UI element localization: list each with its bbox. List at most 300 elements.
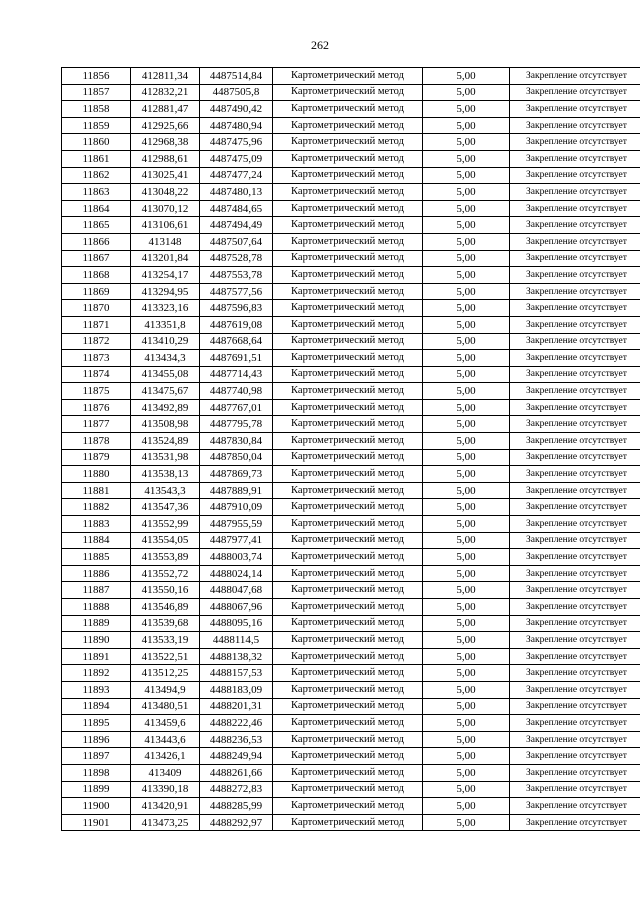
- precision-cell: 5,00: [423, 814, 510, 831]
- precision-cell: 5,00: [423, 549, 510, 566]
- precision-cell: 5,00: [423, 798, 510, 815]
- table-row: [62, 549, 640, 566]
- x-coordinate-cell: 413475,67: [131, 383, 200, 400]
- method-cell: Картометрический метод: [273, 333, 423, 350]
- precision-cell: 5,00: [423, 283, 510, 300]
- point-number-cell: 11883: [62, 516, 131, 533]
- method-cell: Картометрический метод: [273, 748, 423, 765]
- method-cell: Картометрический метод: [273, 233, 423, 250]
- point-number-cell: 11901: [62, 814, 131, 831]
- y-coordinate-cell: 4487955,59: [200, 516, 273, 533]
- table-row: [62, 798, 640, 815]
- table-row: [62, 134, 640, 151]
- table-row: [62, 482, 640, 499]
- method-cell: Картометрический метод: [273, 798, 423, 815]
- fixation-description-cell: Закрепление отсутствует: [510, 748, 640, 765]
- y-coordinate-cell: 4488047,68: [200, 582, 273, 599]
- fixation-description-cell: Закрепление отсутствует: [510, 350, 640, 367]
- coordinates-table: [61, 67, 640, 831]
- x-coordinate-cell: 413410,29: [131, 333, 200, 350]
- method-cell: Картометрический метод: [273, 715, 423, 732]
- table-row: [62, 101, 640, 118]
- table-row: [62, 781, 640, 798]
- point-number-cell: 11868: [62, 267, 131, 284]
- table-row: [62, 516, 640, 533]
- fixation-description-cell: Закрепление отсутствует: [510, 615, 640, 632]
- method-cell: Картометрический метод: [273, 599, 423, 616]
- table-row: [62, 184, 640, 201]
- table-row: [62, 615, 640, 632]
- point-number-cell: 11899: [62, 781, 131, 798]
- table-row: [62, 632, 640, 649]
- point-number-cell: 11856: [62, 68, 131, 85]
- y-coordinate-cell: 4487889,91: [200, 482, 273, 499]
- y-coordinate-cell: 4487514,84: [200, 68, 273, 85]
- fixation-description-cell: Закрепление отсутствует: [510, 383, 640, 400]
- method-cell: Картометрический метод: [273, 267, 423, 284]
- x-coordinate-cell: 413106,61: [131, 217, 200, 234]
- precision-cell: 5,00: [423, 665, 510, 682]
- x-coordinate-cell: 413390,18: [131, 781, 200, 798]
- table-row: [62, 466, 640, 483]
- table-row: [62, 731, 640, 748]
- point-number-cell: 11881: [62, 482, 131, 499]
- x-coordinate-cell: 412811,34: [131, 68, 200, 85]
- x-coordinate-cell: 413550,16: [131, 582, 200, 599]
- table-row: [62, 68, 640, 85]
- precision-cell: 5,00: [423, 267, 510, 284]
- y-coordinate-cell: 4488249,94: [200, 748, 273, 765]
- x-coordinate-cell: 412988,61: [131, 150, 200, 167]
- point-number-cell: 11876: [62, 399, 131, 416]
- fixation-description-cell: Закрепление отсутствует: [510, 565, 640, 582]
- method-cell: Картометрический метод: [273, 499, 423, 516]
- precision-cell: 5,00: [423, 366, 510, 383]
- fixation-description-cell: Закрепление отсутствует: [510, 814, 640, 831]
- y-coordinate-cell: 4488067,96: [200, 599, 273, 616]
- method-cell: Картометрический метод: [273, 383, 423, 400]
- y-coordinate-cell: 4487767,01: [200, 399, 273, 416]
- precision-cell: 5,00: [423, 84, 510, 101]
- point-number-cell: 11893: [62, 681, 131, 698]
- x-coordinate-cell: 413420,91: [131, 798, 200, 815]
- precision-cell: 5,00: [423, 764, 510, 781]
- y-coordinate-cell: 4487668,64: [200, 333, 273, 350]
- x-coordinate-cell: 413543,3: [131, 482, 200, 499]
- x-coordinate-cell: 413473,25: [131, 814, 200, 831]
- x-coordinate-cell: 413294,95: [131, 283, 200, 300]
- fixation-description-cell: Закрепление отсутствует: [510, 449, 640, 466]
- precision-cell: 5,00: [423, 499, 510, 516]
- precision-cell: 5,00: [423, 184, 510, 201]
- table-row: [62, 648, 640, 665]
- y-coordinate-cell: 4487475,09: [200, 150, 273, 167]
- method-cell: Картометрический метод: [273, 632, 423, 649]
- y-coordinate-cell: 4487795,78: [200, 416, 273, 433]
- table-row: [62, 582, 640, 599]
- y-coordinate-cell: 4488222,46: [200, 715, 273, 732]
- fixation-description-cell: Закрепление отсутствует: [510, 250, 640, 267]
- precision-cell: 5,00: [423, 449, 510, 466]
- y-coordinate-cell: 4488114,5: [200, 632, 273, 649]
- x-coordinate-cell: 413512,25: [131, 665, 200, 682]
- method-cell: Картометрический метод: [273, 68, 423, 85]
- method-cell: Картометрический метод: [273, 167, 423, 184]
- fixation-description-cell: Закрепление отсутствует: [510, 300, 640, 317]
- point-number-cell: 11887: [62, 582, 131, 599]
- fixation-description-cell: Закрепление отсутствует: [510, 283, 640, 300]
- fixation-description-cell: Закрепление отсутствует: [510, 200, 640, 217]
- y-coordinate-cell: 4488138,32: [200, 648, 273, 665]
- fixation-description-cell: Закрепление отсутствует: [510, 499, 640, 516]
- precision-cell: 5,00: [423, 68, 510, 85]
- x-coordinate-cell: 412832,21: [131, 84, 200, 101]
- point-number-cell: 11898: [62, 764, 131, 781]
- fixation-description-cell: Закрепление отсутствует: [510, 798, 640, 815]
- fixation-description-cell: Закрепление отсутствует: [510, 150, 640, 167]
- method-cell: Картометрический метод: [273, 532, 423, 549]
- method-cell: Картометрический метод: [273, 300, 423, 317]
- method-cell: Картометрический метод: [273, 350, 423, 367]
- method-cell: Картометрический метод: [273, 582, 423, 599]
- precision-cell: 5,00: [423, 150, 510, 167]
- y-coordinate-cell: 4487830,84: [200, 433, 273, 450]
- precision-cell: 5,00: [423, 482, 510, 499]
- table-row: [62, 433, 640, 450]
- fixation-description-cell: Закрепление отсутствует: [510, 516, 640, 533]
- method-cell: Картометрический метод: [273, 648, 423, 665]
- precision-cell: 5,00: [423, 101, 510, 118]
- precision-cell: 5,00: [423, 350, 510, 367]
- y-coordinate-cell: 4488236,53: [200, 731, 273, 748]
- fixation-description-cell: Закрепление отсутствует: [510, 715, 640, 732]
- x-coordinate-cell: 413480,51: [131, 698, 200, 715]
- y-coordinate-cell: 4487480,94: [200, 117, 273, 134]
- y-coordinate-cell: 4487507,64: [200, 233, 273, 250]
- x-coordinate-cell: 413538,13: [131, 466, 200, 483]
- table-row: [62, 599, 640, 616]
- method-cell: Картометрический метод: [273, 482, 423, 499]
- point-number-cell: 11861: [62, 150, 131, 167]
- x-coordinate-cell: 413455,08: [131, 366, 200, 383]
- fixation-description-cell: Закрепление отсутствует: [510, 632, 640, 649]
- point-number-cell: 11885: [62, 549, 131, 566]
- x-coordinate-cell: 413494,9: [131, 681, 200, 698]
- precision-cell: 5,00: [423, 681, 510, 698]
- method-cell: Картометрический метод: [273, 549, 423, 566]
- fixation-description-cell: Закрепление отсутствует: [510, 217, 640, 234]
- point-number-cell: 11875: [62, 383, 131, 400]
- point-number-cell: 11858: [62, 101, 131, 118]
- fixation-description-cell: Закрепление отсутствует: [510, 233, 640, 250]
- precision-cell: 5,00: [423, 117, 510, 134]
- point-number-cell: 11890: [62, 632, 131, 649]
- table-row: [62, 250, 640, 267]
- precision-cell: 5,00: [423, 648, 510, 665]
- precision-cell: 5,00: [423, 731, 510, 748]
- precision-cell: 5,00: [423, 134, 510, 151]
- method-cell: Картометрический метод: [273, 184, 423, 201]
- precision-cell: 5,00: [423, 698, 510, 715]
- method-cell: Картометрический метод: [273, 449, 423, 466]
- x-coordinate-cell: 413546,89: [131, 599, 200, 616]
- fixation-description-cell: Закрепление отсутствует: [510, 134, 640, 151]
- y-coordinate-cell: 4487528,78: [200, 250, 273, 267]
- method-cell: Картометрический метод: [273, 134, 423, 151]
- fixation-description-cell: Закрепление отсутствует: [510, 549, 640, 566]
- fixation-description-cell: Закрепление отсутствует: [510, 665, 640, 682]
- x-coordinate-cell: 413426,1: [131, 748, 200, 765]
- x-coordinate-cell: 413048,22: [131, 184, 200, 201]
- x-coordinate-cell: 413025,41: [131, 167, 200, 184]
- precision-cell: 5,00: [423, 565, 510, 582]
- method-cell: Картометрический метод: [273, 698, 423, 715]
- method-cell: Картометрический метод: [273, 283, 423, 300]
- method-cell: Картометрический метод: [273, 217, 423, 234]
- point-number-cell: 11878: [62, 433, 131, 450]
- table-row: [62, 283, 640, 300]
- y-coordinate-cell: 4488201,31: [200, 698, 273, 715]
- precision-cell: 5,00: [423, 233, 510, 250]
- x-coordinate-cell: 412968,38: [131, 134, 200, 151]
- table-row: [62, 532, 640, 549]
- precision-cell: 5,00: [423, 516, 510, 533]
- y-coordinate-cell: 4488095,16: [200, 615, 273, 632]
- table-row: [62, 499, 640, 516]
- method-cell: Картометрический метод: [273, 117, 423, 134]
- x-coordinate-cell: 413522,51: [131, 648, 200, 665]
- fixation-description-cell: Закрепление отсутствует: [510, 184, 640, 201]
- method-cell: Картометрический метод: [273, 101, 423, 118]
- fixation-description-cell: Закрепление отсутствует: [510, 366, 640, 383]
- fixation-description-cell: Закрепление отсутствует: [510, 84, 640, 101]
- precision-cell: 5,00: [423, 582, 510, 599]
- fixation-description-cell: Закрепление отсутствует: [510, 333, 640, 350]
- table-row: [62, 449, 640, 466]
- y-coordinate-cell: 4488292,97: [200, 814, 273, 831]
- table-row: [62, 333, 640, 350]
- precision-cell: 5,00: [423, 781, 510, 798]
- x-coordinate-cell: 413553,89: [131, 549, 200, 566]
- method-cell: Картометрический метод: [273, 366, 423, 383]
- table-row: [62, 748, 640, 765]
- x-coordinate-cell: 413254,17: [131, 267, 200, 284]
- point-number-cell: 11859: [62, 117, 131, 134]
- fixation-description-cell: Закрепление отсутствует: [510, 101, 640, 118]
- point-number-cell: 11896: [62, 731, 131, 748]
- point-number-cell: 11892: [62, 665, 131, 682]
- method-cell: Картометрический метод: [273, 316, 423, 333]
- fixation-description-cell: Закрепление отсутствует: [510, 781, 640, 798]
- method-cell: Картометрический метод: [273, 200, 423, 217]
- point-number-cell: 11894: [62, 698, 131, 715]
- x-coordinate-cell: 413201,84: [131, 250, 200, 267]
- table-row: [62, 681, 640, 698]
- precision-cell: 5,00: [423, 200, 510, 217]
- x-coordinate-cell: 413552,99: [131, 516, 200, 533]
- fixation-description-cell: Закрепление отсутствует: [510, 681, 640, 698]
- y-coordinate-cell: 4487577,56: [200, 283, 273, 300]
- point-number-cell: 11866: [62, 233, 131, 250]
- method-cell: Картометрический метод: [273, 250, 423, 267]
- precision-cell: 5,00: [423, 217, 510, 234]
- point-number-cell: 11889: [62, 615, 131, 632]
- fixation-description-cell: Закрепление отсутствует: [510, 167, 640, 184]
- fixation-description-cell: Закрепление отсутствует: [510, 68, 640, 85]
- fixation-description-cell: Закрепление отсутствует: [510, 466, 640, 483]
- y-coordinate-cell: 4488003,74: [200, 549, 273, 566]
- x-coordinate-cell: 412925,66: [131, 117, 200, 134]
- fixation-description-cell: Закрепление отсутствует: [510, 648, 640, 665]
- x-coordinate-cell: 413323,16: [131, 300, 200, 317]
- precision-cell: 5,00: [423, 333, 510, 350]
- x-coordinate-cell: 413070,12: [131, 200, 200, 217]
- y-coordinate-cell: 4488183,09: [200, 681, 273, 698]
- point-number-cell: 11871: [62, 316, 131, 333]
- fixation-description-cell: Закрепление отсутствует: [510, 316, 640, 333]
- table-row: [62, 665, 640, 682]
- fixation-description-cell: Закрепление отсутствует: [510, 764, 640, 781]
- fixation-description-cell: Закрепление отсутствует: [510, 532, 640, 549]
- y-coordinate-cell: 4487977,41: [200, 532, 273, 549]
- method-cell: Картометрический метод: [273, 731, 423, 748]
- fixation-description-cell: Закрепление отсутствует: [510, 416, 640, 433]
- table-row: [62, 715, 640, 732]
- point-number-cell: 11857: [62, 84, 131, 101]
- fixation-description-cell: Закрепление отсутствует: [510, 731, 640, 748]
- fixation-description-cell: Закрепление отсутствует: [510, 433, 640, 450]
- precision-cell: 5,00: [423, 599, 510, 616]
- x-coordinate-cell: 413539,68: [131, 615, 200, 632]
- method-cell: Картометрический метод: [273, 764, 423, 781]
- point-number-cell: 11869: [62, 283, 131, 300]
- x-coordinate-cell: 413531,98: [131, 449, 200, 466]
- point-number-cell: 11891: [62, 648, 131, 665]
- fixation-description-cell: Закрепление отсутствует: [510, 599, 640, 616]
- fixation-description-cell: Закрепление отсутствует: [510, 582, 640, 599]
- table-row: [62, 764, 640, 781]
- x-coordinate-cell: 413524,89: [131, 433, 200, 450]
- point-number-cell: 11864: [62, 200, 131, 217]
- x-coordinate-cell: 412881,47: [131, 101, 200, 118]
- method-cell: Картометрический метод: [273, 516, 423, 533]
- fixation-description-cell: Закрепление отсутствует: [510, 117, 640, 134]
- table-row: [62, 698, 640, 715]
- precision-cell: 5,00: [423, 399, 510, 416]
- point-number-cell: 11884: [62, 532, 131, 549]
- precision-cell: 5,00: [423, 383, 510, 400]
- table-row: [62, 366, 640, 383]
- method-cell: Картометрический метод: [273, 565, 423, 582]
- x-coordinate-cell: 413443,6: [131, 731, 200, 748]
- y-coordinate-cell: 4487910,09: [200, 499, 273, 516]
- method-cell: Картометрический метод: [273, 781, 423, 798]
- x-coordinate-cell: 413552,72: [131, 565, 200, 582]
- method-cell: Картометрический метод: [273, 814, 423, 831]
- point-number-cell: 11872: [62, 333, 131, 350]
- precision-cell: 5,00: [423, 466, 510, 483]
- y-coordinate-cell: 4487691,51: [200, 350, 273, 367]
- table-row: [62, 167, 640, 184]
- method-cell: Картометрический метод: [273, 416, 423, 433]
- x-coordinate-cell: 413409: [131, 764, 200, 781]
- point-number-cell: 11860: [62, 134, 131, 151]
- method-cell: Картометрический метод: [273, 399, 423, 416]
- table-row: [62, 267, 640, 284]
- y-coordinate-cell: 4488272,83: [200, 781, 273, 798]
- y-coordinate-cell: 4487553,78: [200, 267, 273, 284]
- point-number-cell: 11880: [62, 466, 131, 483]
- x-coordinate-cell: 413554,05: [131, 532, 200, 549]
- method-cell: Картометрический метод: [273, 150, 423, 167]
- y-coordinate-cell: 4487484,65: [200, 200, 273, 217]
- y-coordinate-cell: 4488285,99: [200, 798, 273, 815]
- x-coordinate-cell: 413492,89: [131, 399, 200, 416]
- point-number-cell: 11888: [62, 599, 131, 616]
- point-number-cell: 11863: [62, 184, 131, 201]
- precision-cell: 5,00: [423, 615, 510, 632]
- method-cell: Картометрический метод: [273, 615, 423, 632]
- precision-cell: 5,00: [423, 433, 510, 450]
- table-row: [62, 150, 640, 167]
- point-number-cell: 11886: [62, 565, 131, 582]
- precision-cell: 5,00: [423, 532, 510, 549]
- method-cell: Картометрический метод: [273, 466, 423, 483]
- point-number-cell: 11882: [62, 499, 131, 516]
- point-number-cell: 11862: [62, 167, 131, 184]
- table-row: [62, 200, 640, 217]
- y-coordinate-cell: 4487740,98: [200, 383, 273, 400]
- table-row: [62, 814, 640, 831]
- table-row: [62, 416, 640, 433]
- table-row: [62, 84, 640, 101]
- precision-cell: 5,00: [423, 300, 510, 317]
- method-cell: Картометрический метод: [273, 84, 423, 101]
- table-row: [62, 565, 640, 582]
- point-number-cell: 11900: [62, 798, 131, 815]
- precision-cell: 5,00: [423, 167, 510, 184]
- point-number-cell: 11879: [62, 449, 131, 466]
- y-coordinate-cell: 4488157,53: [200, 665, 273, 682]
- x-coordinate-cell: 413547,36: [131, 499, 200, 516]
- table-row: [62, 300, 640, 317]
- precision-cell: 5,00: [423, 715, 510, 732]
- x-coordinate-cell: 413459,6: [131, 715, 200, 732]
- page-number: 262: [311, 38, 329, 52]
- coordinates-table-container: [61, 67, 627, 831]
- y-coordinate-cell: 4487714,43: [200, 366, 273, 383]
- precision-cell: 5,00: [423, 748, 510, 765]
- table-row: [62, 350, 640, 367]
- x-coordinate-cell: 413434,3: [131, 350, 200, 367]
- x-coordinate-cell: 413148: [131, 233, 200, 250]
- point-number-cell: 11865: [62, 217, 131, 234]
- y-coordinate-cell: 4488024,14: [200, 565, 273, 582]
- table-body: [62, 68, 640, 831]
- precision-cell: 5,00: [423, 416, 510, 433]
- point-number-cell: 11897: [62, 748, 131, 765]
- table-row: [62, 233, 640, 250]
- fixation-description-cell: Закрепление отсутствует: [510, 399, 640, 416]
- y-coordinate-cell: 4487494,49: [200, 217, 273, 234]
- fixation-description-cell: Закрепление отсутствует: [510, 698, 640, 715]
- point-number-cell: 11873: [62, 350, 131, 367]
- y-coordinate-cell: 4487596,83: [200, 300, 273, 317]
- x-coordinate-cell: 413351,8: [131, 316, 200, 333]
- table-row: [62, 217, 640, 234]
- y-coordinate-cell: 4487480,13: [200, 184, 273, 201]
- precision-cell: 5,00: [423, 250, 510, 267]
